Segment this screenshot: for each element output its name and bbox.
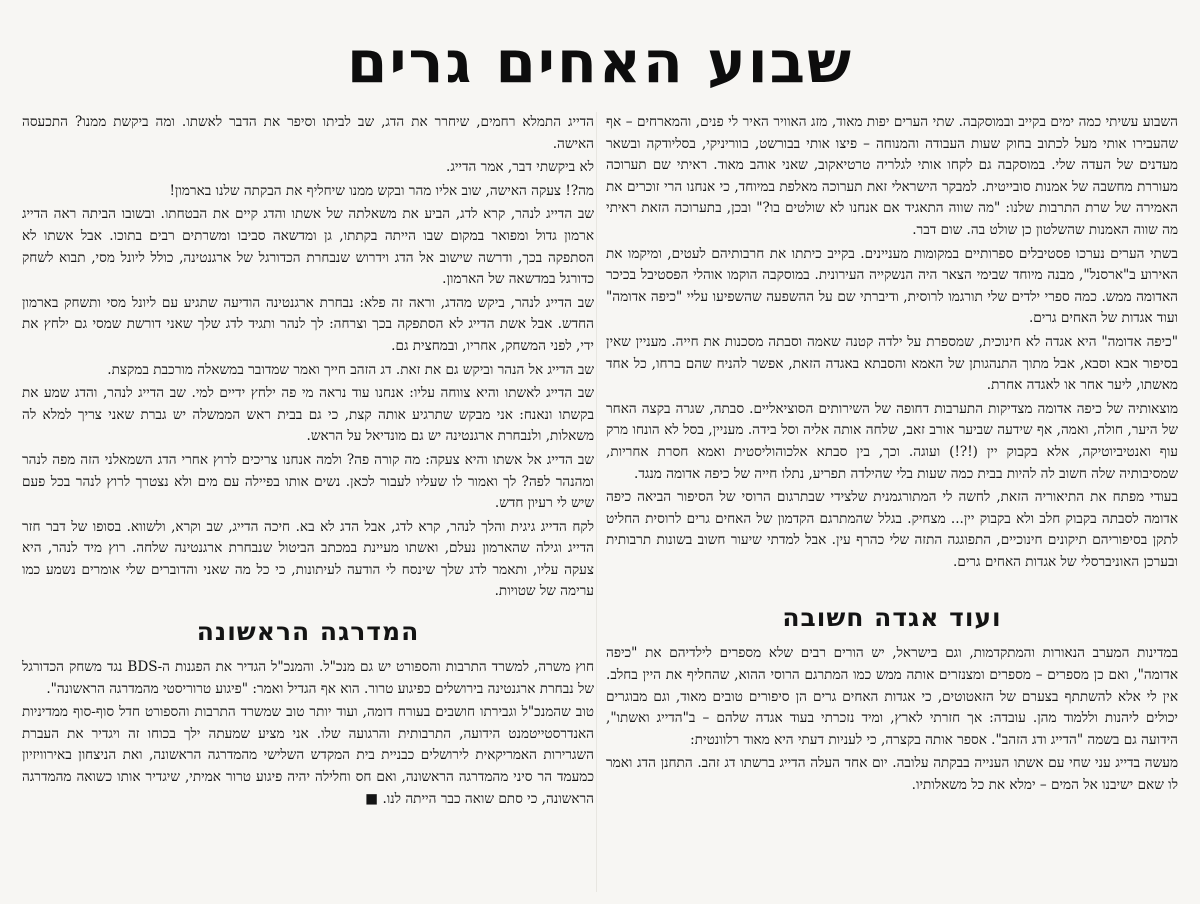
paragraph: השבוע עשיתי כמה ימים בקייב ובמוסקבה. שתי הערים יפות מאוד, מזג האוויר האיר לי פנים, והמארחים – אף שהעבירו אותי מעל לכתוב בחוק שעות העבודה והמנוחה – פיצו אותי בבורשט, בווריניקי, בסליודקה ובשאר מעדנים של העדה שלי. במוסקבה גם לקחו אותי לגלריה טרטיאקוב, שאני אוהב מאוד. ראיתי שם תערוכה מעוררת מחשבה של אמנות סובייטית. למבקר הישראלי זאת תערוכה מאלפת במיוחד, כי אנחנו הרי זוכרים את האמירה של שרת התרבות שלנו: "מה שווה התאגיד אם אנחנו לא שולטים בו?" ובכן, בתערוכה הזאת ראיתי מה שווה האמנות שהשלטון כן שולט בה. שום דבר. xyxy=(606,114,1178,238)
left-column xyxy=(22,112,594,892)
article-title: שבוע האחים גרים xyxy=(347,28,853,96)
column-divider xyxy=(596,112,597,892)
paragraph: מה?! צעקה האישה, שוב אליו מהר ובקש ממנו שיחליף את הבקתה שלנו בארמון! xyxy=(169,182,594,199)
paragraph: בעודי מפתח את התיאוריה הזאת, לחשה לי המתורגמנית שלצידי שבתרגום הרוסי של הסיפור הביאה כיפה אדומה לסבתה בקבוק חלב ולא בקבוק יין... מצחיק. בגלל שהמתרגם הקדמון של האחים גרים לרוסית החליט לתקן בסיפוריהם תיקונים חינוכיים, התפוגגה התזה שלי כהרף עין. אבל למדתי שיעור חשוב בשונות תרבותית ובערכן האוניברסלי של אגדות האחים גרים. xyxy=(606,489,1178,570)
paragraph: מוצאותיה של כיפה אדומה מצדיקות התערבות דחופה של השירותים הסוציאליים. סבתה, שגרה בקצה האחר של היער, חולה, ואמה, אף שידעה שביער אורב זאב, שלחה אותה אליה וסל בידה. מעניין, בסל לא הונחו מרק עוף ואנטיביוטיקה, אלא בקבוק יין (!?!) ועוגה. וכך, בין סבתא אלכוהוליסטית ואמא חסרת אחריות, שמסיבותיה שלה חשוב לה להיות בבית כמה שעות בלי שהילדה תפריע, נתלו חייה של כיפה אדומה מנגד. xyxy=(606,400,1178,482)
paragraph: שב הדייג לנהר, קרא לדג, הביע את משאלתה של אשתו והדג קיים את הבטחתו. ובשובו הביתה ראה הדייג ארמון גדול ומפואר במקום שבו הייתה בקתתו, גן ומדשאה סביבו ומשרתים רבים בתוכו. אבל אשתו לא הסתפקה בכך, ודרשה שישוב אל הדג וידרוש שנבחרת הכדורגל של ארגנטינה, כולל ליונל מסי, תבוא לשחק כדורגל במדשאה של הארמון. xyxy=(22,206,594,288)
paragraph: שב הדייג אל הנהר וביקש גם את זאת. דג הזהב חייך ואמר שמדובר במשאלה מורכבת במקצת. xyxy=(107,361,594,378)
paragraph: לא ביקשתי דבר, אמר הדייג. xyxy=(446,159,594,176)
paragraph: הדייג התמלא רחמים, שיחרר את הדג, שב לביתו וסיפר את הדבר לאשתו. ומה ביקשת ממנו? התכעסה האישה. xyxy=(22,114,594,152)
paragraph: לקח הדייג גיגית והלך לנהר, קרא לדג, אבל הדג לא בא. חיכה הדייג, שב וקרא, ולשווא. בסופו של דבר חזר הדייג וגילה שהארמון נעלם, ואשתו מעיינת במכתב הביטול שנבחרת ארגנטינה שלחה. רוץ מיד לנהר, היא צעקה עליו, ותאמר לדג שלך שינסח לי הודעה לעיתונות, כי כל מה שאני והדוברים שלי אומרים נשמע כמו ערימה של שטויות. xyxy=(22,518,594,600)
paragraph: במדינות המערב הנאורות והמתקדמות, וגם בישראל, יש הורים רבים שלא מספרים לילדיהם את "כיפה אדומה", ואם כן מספרים – מספרים ומצנזרים אותה ממש כמו המתרגם הרוסי ההוא, שהחליף את היין בחלב. אין לי אלא להשתתף בצערם של הזאטוטים, כי אגדות האחים גרים הן סיפורים טובים מאוד, וגם מבוגרים יכולים ליהנות וללמוד מהן. עובדה: אך חזרתי לארץ, ומיד נזכרתי בעוד אגדה שלהם – ב"הדייג ואשתו", הידועה גם בשמה "הדייג ודג הזהב". אספר אותה בקצרה, כי לעניות דעתי היא מאוד רלוונטית: xyxy=(606,645,1178,748)
paragraph: חוץ משרה, למשרד התרבות והספורט יש גם מנכ"ל. והמנכ"ל הגדיר את הפגנות ה-BDS נגד משחק הכדורגל של נבחרת ארגנטינה בירושלים כפיגוע טרור. הוא אף הגדיל ואמר: "פיגוע טרוריסטי מהמדרגה הראשונה". xyxy=(22,659,594,697)
paragraph: "כיפה אדומה" היא אגדה לא חינוכית, שמספרת על ילדה קטנה שאמה וסבתה מסכנות את חייה. מעניין שאין בסיפור אבא וסבא, אבל מתוך התנהגותן של האמא והסבתא באגדה הזאת, אפשר להניח שהם ברחו, כל אחד מאשתו, ליער אחר או לאגדה אחרת. xyxy=(606,333,1178,394)
right-column xyxy=(606,112,1178,892)
paragraph: שב הדייג אל אשתו והיא צעקה: מה קורה פה? ולמה אנחנו צריכים לרוץ אחרי הדג השמאלני הזה מפה לנהר ומהנהר לפה? לך ואמור לו שעליו לעבור לכאן. נשים אותו בפיילה עם מים ולא נצטרך לרוץ לנהר בכל פעם שיש לי רעיון חדש. xyxy=(22,451,594,512)
paragraph: שב הדייג לאשתו והיא צווחה עליו: אנחנו עוד נראה מי פה ילחץ ידיים למי. שב הדייג לנהר, והדג שמע את בקשתו ונאנח: אני מבקש שתרגיע אותה קצת, כי גם בבית ראש הממשלה יש גברת שאני צריך למלא לה משאלות, ולנבחרת ארגנטינה יש גם מונדיאל על הראש. xyxy=(22,385,594,445)
paragraph: בשתי הערים נערכו פסטיבלים ספרותיים במקומות מעניינים. בקייב כיתתו את חרבותיהם לעטים, ומיקמו את האירוע ב"ארסנל", מבנה מיוחד שבימי הצאר היה הנשקייה העירונית. במוסקבה הוקמו אוהלי הפסטיבל בכיכר האדומה ממש. כמה ספרי ילדים שלי תורגמו לרוסית, ודיברתי שם על ההשפעה שהשפיעו עליי "כיפה אדומה" ועוד אגדות של האחים גרים. xyxy=(606,245,1178,327)
paragraph: שב הדייג לנהר, ביקש מהדג, וראה זה פלא: נבחרת ארגנטינה הודיעה שתגיע עם ליונל מסי ותשחק בארמון החדש. אבל אשת הדייג לא הסתפקה בכך וצרחה: לך לנהר ותגיד לדג שלך שאני דורשת שמסי גם ילחץ את ידי, לפני המשחק, אחריו, ובמחצית גם. xyxy=(22,294,594,354)
section-heading: המדרגה הראשונה xyxy=(196,617,420,647)
paragraph: טוב שהמנכ"ל וגבירתו חושבים בעורח דומה, ועוד יותר טוב שמשרד התרבות והספורט חדל סוף-סוף ממדיניות האנדרסטייטמנט הידועה, התרבותית והרגועה שלו. אני מציע שמעתה ילך בכוחו זה ויגדיר את העברת השגרירות האמריקאית לירושלים כבניית בית המקדש השלישי מהמדרגה הראשונה, ואת הניצחון באירוויזיון כמעמד הר סיני מהמדרגה הראשונה, ואם חס וחלילה יהיה פיגוע טרור אמיתי, שיגדיר אותו כשואה מהמדרגה הראשונה, כי סתם שואה כבר הייתה לנו. ■ xyxy=(22,704,594,807)
section-heading: ועוד אגדה חשובה xyxy=(782,603,1002,633)
paragraph: מעשה בדייג עני שחי עם אשתו הענייה בבקתה עלובה. יום אחד העלה הדייג ברשתו דג זהב. התחנן הדג ואמר לו שאם ישיבנו אל המים – ימלא את כל משאלותיו. xyxy=(606,755,1178,794)
